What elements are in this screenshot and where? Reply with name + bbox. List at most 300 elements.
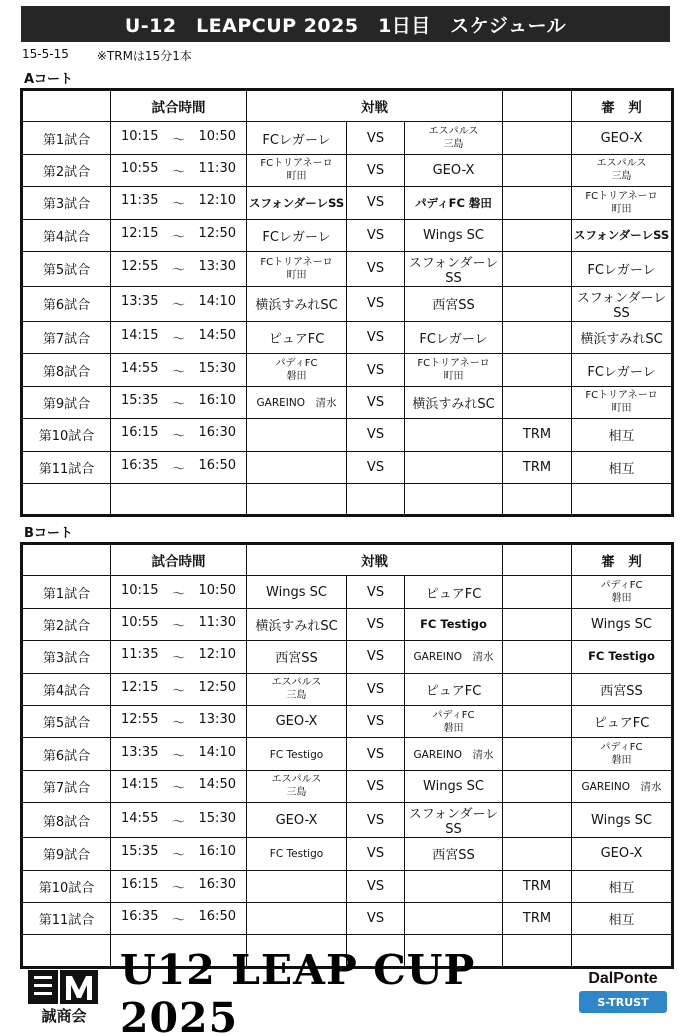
vs-label-text: VS <box>366 616 385 632</box>
team-home <box>247 705 347 737</box>
table-row <box>22 803 673 838</box>
header-no <box>22 90 111 122</box>
vs-label-text: VS <box>366 911 385 927</box>
trm-label-text: TRM <box>522 878 552 894</box>
match-time <box>111 354 247 386</box>
time-sep: 〜 <box>171 332 185 348</box>
team-home-text: 横浜すみれSC <box>255 618 338 634</box>
match-number-text: 第6試合 <box>42 748 91 764</box>
referee <box>572 219 673 251</box>
match-time <box>111 608 247 640</box>
team-away <box>405 419 503 451</box>
time-end: 16:10 <box>198 844 236 860</box>
match-time <box>111 838 247 870</box>
match-number <box>22 902 111 934</box>
match-time <box>111 122 247 154</box>
seishokai-logo-text: 誠商会 <box>41 1007 87 1024</box>
table-row <box>22 451 673 483</box>
seishokai-logo <box>26 968 102 1024</box>
team-away-text: パディFC 磐田 <box>432 709 475 734</box>
time-sep: 〜 <box>171 229 185 245</box>
match-number <box>22 251 111 286</box>
trm-label <box>503 483 572 515</box>
dalponte-logo <box>577 970 669 1024</box>
vs-label-text: VS <box>366 394 385 410</box>
vs-label <box>347 419 405 451</box>
time-start: 14:15 <box>121 776 159 792</box>
referee-text: ピュアFC <box>593 716 650 732</box>
meta-note: ※TRMは15分1本 <box>96 49 192 63</box>
match-time <box>111 419 247 451</box>
table-row <box>22 154 673 186</box>
team-away-text: 西宮SS <box>432 848 475 864</box>
match-time <box>111 870 247 902</box>
time-end: 16:50 <box>198 909 236 925</box>
seishokai-logo-icon <box>26 968 102 1024</box>
time-end: 11:30 <box>198 160 236 176</box>
match-number-text: 第8試合 <box>42 814 91 830</box>
team-away <box>405 576 503 608</box>
referee-text: 相互 <box>608 913 635 929</box>
time-sep: 〜 <box>171 586 185 602</box>
team-home <box>247 576 347 608</box>
match-time <box>111 641 247 673</box>
match-time <box>111 770 247 802</box>
referee <box>572 902 673 934</box>
time-sep: 〜 <box>171 683 185 699</box>
vs-label-text: VS <box>366 362 385 378</box>
time-end: 16:10 <box>198 392 236 408</box>
trm-label-text: TRM <box>522 911 552 927</box>
time-end: 14:10 <box>198 744 236 760</box>
referee <box>572 673 673 705</box>
header-ref: 審 判 <box>572 544 673 576</box>
match-number <box>22 483 111 515</box>
team-home <box>247 641 347 673</box>
vs-label-text: VS <box>366 812 385 828</box>
match-number-text: 第1試合 <box>42 586 91 602</box>
table-row <box>22 673 673 705</box>
court-a-label: Aコート <box>24 72 74 87</box>
header-match: 対戦 <box>247 90 503 122</box>
time-sep: 〜 <box>171 814 185 830</box>
team-home <box>247 838 347 870</box>
team-home-text: FC Testigo <box>269 848 324 861</box>
table-row <box>22 122 673 154</box>
referee-text: スフォンダーレSS <box>573 228 670 243</box>
time-sep: 〜 <box>171 651 185 667</box>
match-number <box>22 935 111 967</box>
time-end: 12:50 <box>198 225 236 241</box>
referee <box>572 641 673 673</box>
match-number-text: 第7試合 <box>42 332 91 348</box>
match-number-text: 第11試合 <box>38 913 95 929</box>
meta-code: 15-5-15 <box>22 47 69 61</box>
trm-label <box>503 321 572 353</box>
time-start: 16:35 <box>121 457 159 473</box>
time-end: 12:50 <box>198 679 236 695</box>
referee-text: FCトリアネーロ 町田 <box>585 390 658 415</box>
team-home-text: FCレガーレ <box>262 132 331 148</box>
vs-label <box>347 673 405 705</box>
referee <box>572 122 673 154</box>
referee <box>572 451 673 483</box>
vs-label-text: VS <box>366 878 385 894</box>
table-row <box>22 321 673 353</box>
referee-text: 横浜すみれSC <box>580 332 663 348</box>
trm-label <box>503 608 572 640</box>
time-end: 12:10 <box>198 193 236 209</box>
match-number <box>22 286 111 321</box>
trm-label <box>503 187 572 219</box>
match-number-text: 第4試合 <box>42 229 91 245</box>
trm-label <box>503 419 572 451</box>
team-away-text: スフォンダーレSS <box>408 255 499 286</box>
time-end: 10:50 <box>198 128 236 144</box>
team-away <box>405 641 503 673</box>
header-no <box>22 544 111 576</box>
team-home-text: Wings SC <box>266 584 327 600</box>
time-sep: 〜 <box>171 880 185 896</box>
time-start: 12:55 <box>121 259 159 275</box>
time-start: 16:15 <box>121 876 159 892</box>
table-row <box>22 576 673 608</box>
team-home <box>247 154 347 186</box>
time-sep: 〜 <box>171 780 185 796</box>
trm-label <box>503 354 572 386</box>
strust-badge: S-TRUST <box>579 991 667 1013</box>
time-sep: 〜 <box>171 461 185 477</box>
time-start: 10:55 <box>121 614 159 630</box>
vs-label-text: VS <box>366 846 385 862</box>
team-home <box>247 251 347 286</box>
referee-text: パディFC 磐田 <box>600 742 643 767</box>
team-away <box>405 838 503 870</box>
trm-label <box>503 838 572 870</box>
vs-label <box>347 838 405 870</box>
team-home-text: ピュアFC <box>268 332 325 348</box>
match-number <box>22 770 111 802</box>
team-home-text: FCトリアネーロ 町田 <box>260 256 333 281</box>
match-number <box>22 641 111 673</box>
time-end: 14:50 <box>198 776 236 792</box>
vs-label-text: VS <box>366 746 385 762</box>
time-end: 13:30 <box>198 259 236 275</box>
trm-label-text: TRM <box>522 459 552 475</box>
match-number <box>22 187 111 219</box>
referee <box>572 608 673 640</box>
trm-label <box>503 641 572 673</box>
trm-label <box>503 673 572 705</box>
team-away <box>405 705 503 737</box>
team-away <box>405 803 503 838</box>
team-home-text: GEO-X <box>275 812 318 828</box>
trm-label <box>503 251 572 286</box>
time-start: 10:15 <box>121 582 159 598</box>
match-number <box>22 673 111 705</box>
referee <box>572 187 673 219</box>
team-home <box>247 321 347 353</box>
table-row <box>22 902 673 934</box>
match-number-text: 第5試合 <box>42 263 91 279</box>
vs-label <box>347 608 405 640</box>
referee <box>572 738 673 770</box>
trm-label <box>503 122 572 154</box>
vs-label <box>347 870 405 902</box>
match-number <box>22 321 111 353</box>
trm-label <box>503 219 572 251</box>
team-home <box>247 286 347 321</box>
vs-label <box>347 122 405 154</box>
time-end: 15:30 <box>198 810 236 826</box>
team-away <box>405 902 503 934</box>
time-start: 14:55 <box>121 810 159 826</box>
vs-label-text: VS <box>366 130 385 146</box>
time-sep: 〜 <box>171 164 185 180</box>
vs-label-text: VS <box>366 227 385 243</box>
team-away <box>405 187 503 219</box>
time-sep: 〜 <box>171 748 185 764</box>
time-sep: 〜 <box>171 429 185 445</box>
trm-label <box>503 576 572 608</box>
table-row <box>22 354 673 386</box>
table-row <box>22 483 673 515</box>
referee <box>572 251 673 286</box>
referee <box>572 354 673 386</box>
table-header-row <box>22 90 673 122</box>
match-number-text: 第5試合 <box>42 716 91 732</box>
meta-row <box>22 47 192 64</box>
team-away <box>405 219 503 251</box>
team-home <box>247 219 347 251</box>
team-away <box>405 451 503 483</box>
time-start: 15:35 <box>121 392 159 408</box>
team-away-text: パディFC 磐田 <box>415 195 492 210</box>
table-row <box>22 838 673 870</box>
team-away-text: 西宮SS <box>432 298 475 314</box>
time-sep: 〜 <box>171 298 185 314</box>
match-number-text: 第2試合 <box>42 618 91 634</box>
team-home <box>247 483 347 515</box>
referee <box>572 576 673 608</box>
trm-label <box>503 386 572 418</box>
team-away <box>405 673 503 705</box>
referee-text: 相互 <box>608 880 635 896</box>
team-home-text: 横浜すみれSC <box>255 298 338 314</box>
table-row <box>22 641 673 673</box>
header-ref: 審 判 <box>572 90 673 122</box>
vs-label <box>347 451 405 483</box>
team-home <box>247 673 347 705</box>
referee <box>572 419 673 451</box>
vs-label <box>347 386 405 418</box>
vs-label <box>347 483 405 515</box>
match-number-text: 第11試合 <box>38 461 95 477</box>
team-away <box>405 386 503 418</box>
vs-label <box>347 219 405 251</box>
vs-label <box>347 770 405 802</box>
referee <box>572 483 673 515</box>
match-time <box>111 219 247 251</box>
team-home <box>247 902 347 934</box>
court-a-table <box>20 88 674 517</box>
match-time <box>111 251 247 286</box>
referee <box>572 321 673 353</box>
vs-label-text: VS <box>366 681 385 697</box>
referee-text: FCレガーレ <box>587 364 656 380</box>
team-home <box>247 608 347 640</box>
vs-label <box>347 803 405 838</box>
time-start: 11:35 <box>121 193 159 209</box>
team-away-text: FC Testigo <box>420 616 487 631</box>
team-home <box>247 386 347 418</box>
match-time <box>111 451 247 483</box>
time-end: 13:30 <box>198 712 236 728</box>
time-end: 10:50 <box>198 582 236 598</box>
trm-label <box>503 870 572 902</box>
time-end: 16:30 <box>198 876 236 892</box>
team-away-text: FCレガーレ <box>419 332 488 348</box>
team-away <box>405 154 503 186</box>
match-number-text: 第1試合 <box>42 132 91 148</box>
table-row <box>22 219 673 251</box>
match-number <box>22 154 111 186</box>
time-start: 16:35 <box>121 909 159 925</box>
team-away <box>405 354 503 386</box>
match-time <box>111 705 247 737</box>
vs-label-text: VS <box>366 649 385 665</box>
time-end: 15:30 <box>198 360 236 376</box>
header-time: 試合時間 <box>111 544 247 576</box>
time-start: 14:15 <box>121 328 159 344</box>
match-time <box>111 902 247 934</box>
referee-text: パディFC 磐田 <box>600 580 643 605</box>
referee <box>572 386 673 418</box>
team-away <box>405 321 503 353</box>
match-time <box>111 803 247 838</box>
footer <box>22 946 671 1035</box>
vs-label-text: VS <box>366 261 385 277</box>
team-away <box>405 738 503 770</box>
time-sep: 〜 <box>171 913 185 929</box>
time-sep: 〜 <box>171 396 185 412</box>
team-home-text: パディFC 磐田 <box>275 358 318 383</box>
time-sep: 〜 <box>171 848 185 864</box>
team-home-text: FCトリアネーロ 町田 <box>260 158 333 183</box>
match-number-text: 第10試合 <box>38 880 95 896</box>
match-number-text: 第7試合 <box>42 780 91 796</box>
match-number <box>22 870 111 902</box>
match-time <box>111 187 247 219</box>
header-trm <box>503 544 572 576</box>
time-end: 14:50 <box>198 328 236 344</box>
table-row <box>22 738 673 770</box>
vs-label-text: VS <box>366 296 385 312</box>
match-time <box>111 321 247 353</box>
vs-label <box>347 641 405 673</box>
team-away <box>405 770 503 802</box>
match-number-text: 第6試合 <box>42 298 91 314</box>
table-row <box>22 251 673 286</box>
table-row <box>22 608 673 640</box>
referee-text: GEO-X <box>600 846 643 862</box>
team-away-text: GEO-X <box>432 162 475 178</box>
team-away-text: GAREINO 清水 <box>413 651 494 664</box>
court-b-body <box>22 576 673 967</box>
referee-text: GAREINO 清水 <box>581 780 662 793</box>
referee-text: 相互 <box>608 429 635 445</box>
dalponte-brand: DalPonte <box>588 970 658 987</box>
match-number <box>22 803 111 838</box>
referee-text: FCレガーレ <box>587 263 656 279</box>
referee <box>572 838 673 870</box>
vs-label <box>347 576 405 608</box>
time-sep: 〜 <box>171 197 185 213</box>
time-end: 14:10 <box>198 294 236 310</box>
match-time <box>111 673 247 705</box>
team-away-text: スフォンダーレSS <box>408 807 499 838</box>
referee-text: GEO-X <box>600 130 643 146</box>
vs-label <box>347 738 405 770</box>
team-away-text: ピュアFC <box>425 586 482 602</box>
match-time <box>111 386 247 418</box>
team-home-text: スフォンダーレSS <box>248 195 345 210</box>
team-away-text: エスパルス 三島 <box>428 126 479 151</box>
match-number-text: 第4試合 <box>42 683 91 699</box>
team-home <box>247 187 347 219</box>
referee <box>572 870 673 902</box>
time-start: 12:15 <box>121 679 159 695</box>
referee <box>572 705 673 737</box>
team-home <box>247 870 347 902</box>
match-time <box>111 576 247 608</box>
match-number <box>22 838 111 870</box>
time-start: 12:15 <box>121 225 159 241</box>
team-home-text: 西宮SS <box>275 651 318 667</box>
time-sep: 〜 <box>171 132 185 148</box>
match-number <box>22 419 111 451</box>
match-number <box>22 738 111 770</box>
match-number <box>22 386 111 418</box>
time-end: 11:30 <box>198 614 236 630</box>
vs-label <box>347 354 405 386</box>
match-number-text: 第3試合 <box>42 197 91 213</box>
match-number-text: 第10試合 <box>38 429 95 445</box>
match-number-text: 第3試合 <box>42 651 91 667</box>
team-home <box>247 419 347 451</box>
trm-label <box>503 451 572 483</box>
header-trm <box>503 90 572 122</box>
referee-text: スフォンダーレSS <box>576 290 667 321</box>
team-home <box>247 354 347 386</box>
trm-label <box>503 286 572 321</box>
team-away-text: ピュアFC <box>425 683 482 699</box>
vs-label-text: VS <box>366 162 385 178</box>
referee-text: Wings SC <box>591 616 652 632</box>
match-number-text: 第9試合 <box>42 848 91 864</box>
match-number <box>22 576 111 608</box>
referee-text: 相互 <box>608 461 635 477</box>
match-time <box>111 286 247 321</box>
time-start: 14:55 <box>121 360 159 376</box>
page-title: U-12 LEAPCUP 2025 1日目 スケジュール <box>21 6 670 42</box>
referee <box>572 286 673 321</box>
referee-text: エスパルス 三島 <box>596 158 647 183</box>
team-away <box>405 870 503 902</box>
time-start: 12:55 <box>121 712 159 728</box>
footer-title: U12 LEAP CUP 2025 <box>120 946 476 1035</box>
time-end: 16:30 <box>198 425 236 441</box>
